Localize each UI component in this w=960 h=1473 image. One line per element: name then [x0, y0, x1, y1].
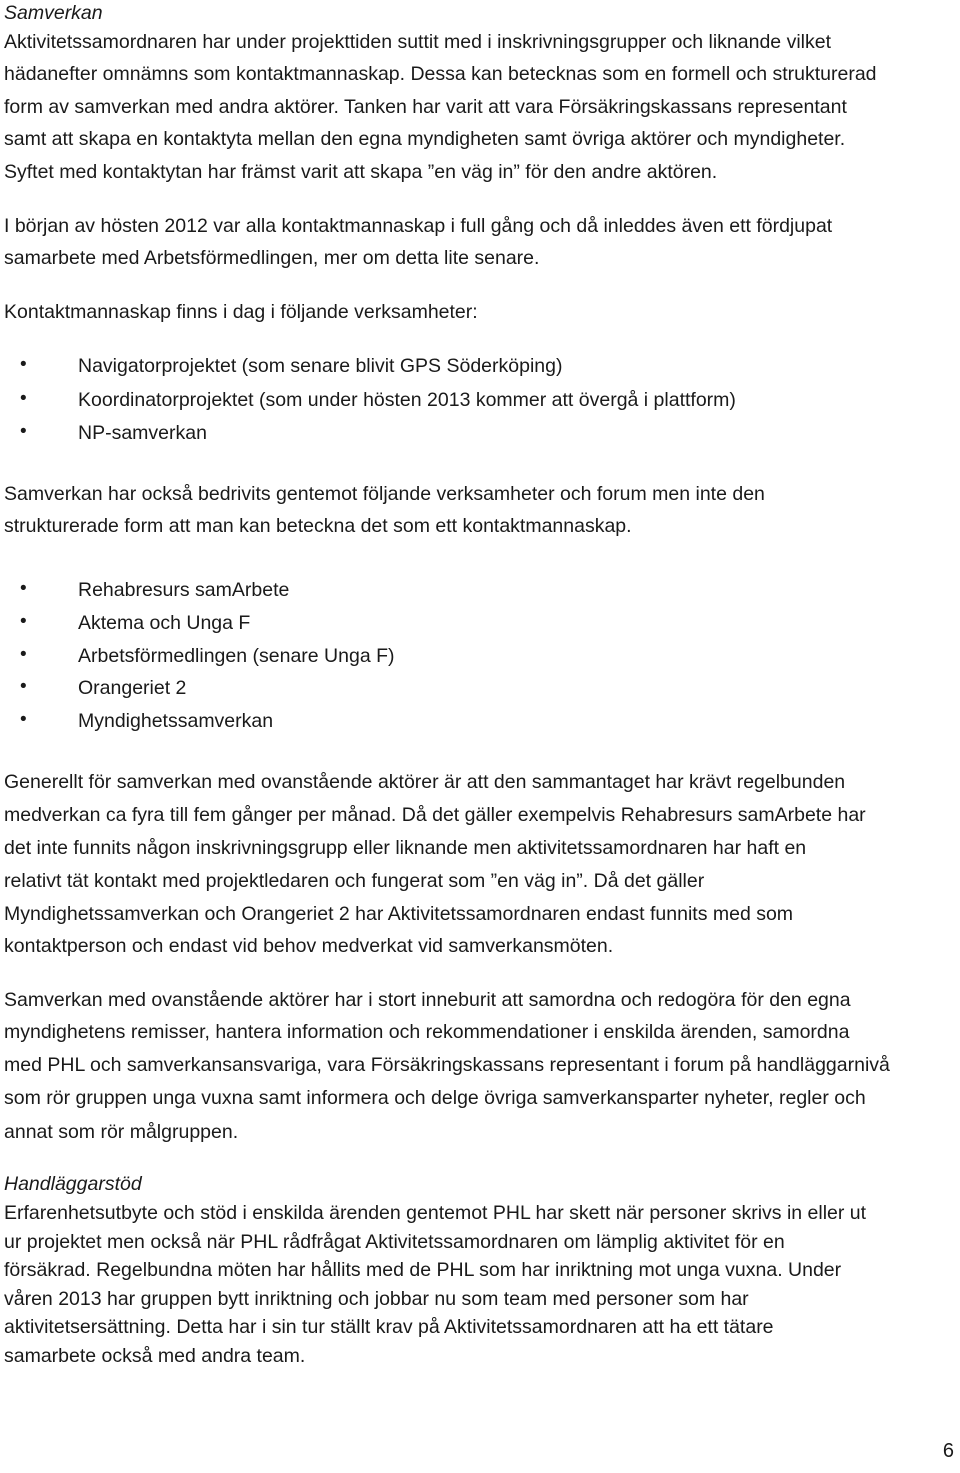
bullet-icon: •	[20, 388, 27, 409]
paragraph-line: annat som rör målgruppen.	[4, 1121, 239, 1143]
paragraph-line: samarbete med Arbetsförmedlingen, mer om detta lite senare.	[4, 247, 540, 269]
list-item: Orangeriet 2	[78, 677, 187, 699]
paragraph-line: våren 2013 har gruppen bytt inriktning och jobbar nu som team med personer som har	[4, 1288, 749, 1310]
list-item: Rehabresurs samArbete	[78, 579, 290, 601]
paragraph-line: medverkan ca fyra till fem gånger per månad. Då det gäller exempelvis Rehabresurs samArbete har	[4, 804, 866, 826]
paragraph-line: I början av hösten 2012 var alla kontaktmannaskap i full gång och då inleddes även ett fördjupat	[4, 215, 833, 237]
paragraph-line: med PHL och samverkansansvariga, vara Försäkringskassans representant i forum på handläggarnivå	[4, 1054, 890, 1076]
paragraph-line: kontaktperson och endast vid behov medverkat vid samverkansmöten.	[4, 935, 614, 957]
list-item: Arbetsförmedlingen (senare Unga F)	[78, 645, 395, 667]
paragraph-line: ur projektet men också när PHL rådfrågat Aktivitetssamordnaren om lämplig aktivitet för en	[4, 1231, 785, 1253]
section-heading-samverkan: Samverkan	[4, 2, 103, 24]
paragraph-line: Myndighetssamverkan och Orangeriet 2 har Aktivitetssamordnaren endast funnits med som	[4, 903, 794, 925]
paragraph-line: Erfarenhetsutbyte och stöd i enskilda ärenden gentemot PHL har skett när personer skrivs in eller ut	[4, 1202, 867, 1224]
paragraph-line: strukturerade form att man kan beteckna det som ett kontaktmannaskap.	[4, 515, 632, 537]
page-number: 6	[942, 1440, 954, 1462]
bullet-icon: •	[20, 709, 27, 730]
paragraph-line: Generellt för samverkan med ovanstående aktörer är att den sammantaget har krävt regelbunden	[4, 771, 846, 793]
paragraph-line: Syftet med kontaktytan har främst varit att skapa ”en väg in” för den andre aktören.	[4, 161, 718, 183]
paragraph-line: samarbete också med andra team.	[4, 1345, 306, 1367]
paragraph-line: myndighetens remisser, hantera information och rekommendationer i enskilda ärenden, samordna	[4, 1021, 850, 1043]
paragraph-line: relativt tät kontakt med projektledaren och fungerat som ”en väg in”. Då det gäller	[4, 870, 705, 892]
bullet-icon: •	[20, 644, 27, 665]
paragraph-line: form av samverkan med andra aktörer. Tanken har varit att vara Försäkringskassans representant	[4, 96, 847, 118]
paragraph-line: Samverkan med ovanstående aktörer har i stort inneburit att samordna och redogöra för den egna	[4, 989, 851, 1011]
bullet-icon: •	[20, 578, 27, 599]
list-item: NP-samverkan	[78, 422, 207, 444]
list-item: Myndighetssamverkan	[78, 710, 274, 732]
paragraph-line: aktivitetsersättning. Detta har i sin tur ställt krav på Aktivitetssamordnaren att ha ett tätare	[4, 1316, 774, 1338]
bullet-icon: •	[20, 421, 27, 442]
paragraph-line: försäkrad. Regelbundna möten har hållits med de PHL som har inriktning mot unga vuxna. Under	[4, 1259, 842, 1281]
bullet-icon: •	[20, 611, 27, 632]
paragraph-line: samt att skapa en kontaktyta mellan den egna myndigheten samt övriga aktörer och myndigheter.	[4, 128, 846, 150]
paragraph-line: Aktivitetssamordnaren har under projekttiden suttit med i inskrivningsgrupper och liknande vilket	[4, 31, 831, 53]
list-item: Koordinatorprojektet (som under hösten 2013 kommer att övergå i plattform)	[78, 389, 736, 411]
paragraph-line: det inte funnits någon inskrivningsgrupp eller liknande men aktivitetssamordnaren har haft en	[4, 837, 807, 859]
bullet-icon: •	[20, 354, 27, 375]
paragraph-line: som rör gruppen unga vuxna samt informera och delge övriga samverkansparter nyheter, regler och	[4, 1087, 866, 1109]
bullet-icon: •	[20, 676, 27, 697]
list-item: Aktema och Unga F	[78, 612, 251, 634]
paragraph-line: Kontaktmannaskap finns i dag i följande verksamheter:	[4, 301, 478, 323]
section-heading-handlaggarstod: Handläggarstöd	[4, 1173, 142, 1195]
list-item: Navigatorprojektet (som senare blivit GPS Söderköping)	[78, 355, 563, 377]
paragraph-line: Samverkan har också bedrivits gentemot följande verksamheter och forum men inte den	[4, 483, 765, 505]
paragraph-line: hädanefter omnämns som kontaktmannaskap. Dessa kan betecknas som en formell och strukturerad	[4, 63, 877, 85]
